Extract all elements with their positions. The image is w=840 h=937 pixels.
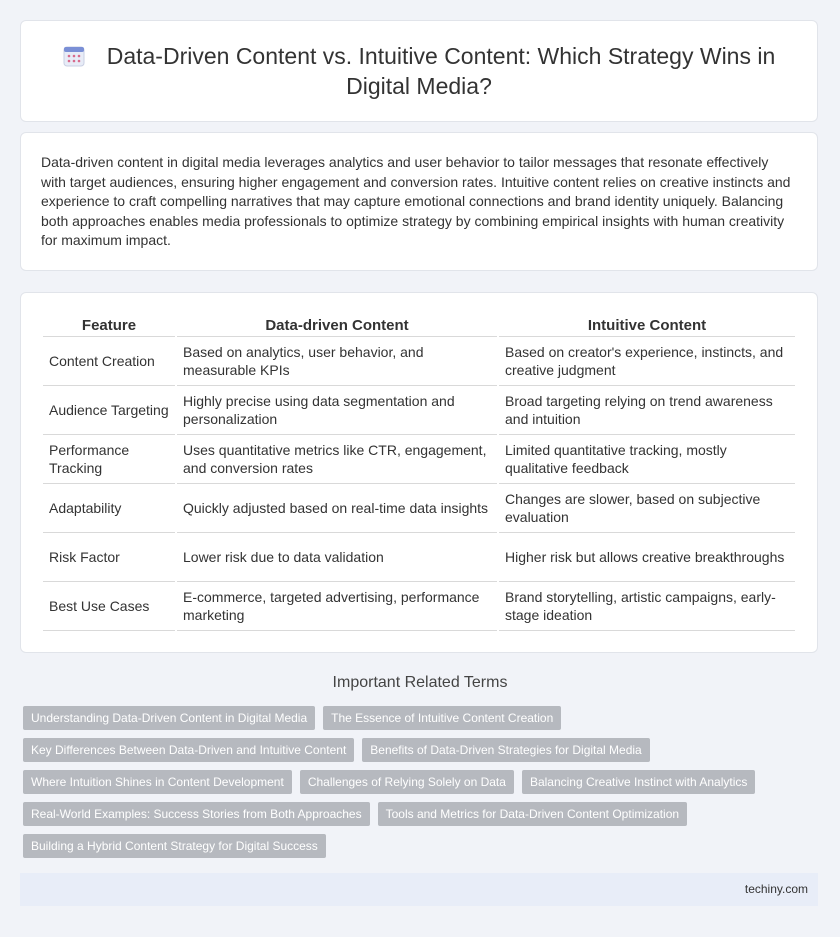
related-terms-title: Important Related Terms [332,674,508,691]
title-card [20,20,818,122]
table-cell-data-driven: Quickly adjusted based on real-time data insights [177,484,497,533]
related-terms-list [23,706,783,858]
footer-site-link[interactable]: techiny.com [744,882,808,896]
page-title-wrap [61,41,777,101]
table-cell-data-driven: Lower risk due to data validation [177,533,497,582]
table-row [43,582,795,631]
related-term-tag[interactable]: Balancing Creative Instinct with Analytics [522,770,755,794]
intro-card [20,132,818,271]
calendar-icon [63,45,85,67]
table-row [43,484,795,533]
table-cell-feature: Risk Factor [43,533,175,582]
table-cell-intuitive: Based on creator's experience, instincts, and creative judgment [499,337,795,386]
related-term-tag[interactable]: Where Intuition Shines in Content Development [23,770,292,794]
table-cell-intuitive: Changes are slower, based on subjective evaluation [499,484,795,533]
related-term-tag[interactable]: Benefits of Data-Driven Strategies for Digital Media [362,738,649,762]
table-cell-data-driven: Based on analytics, user behavior, and measurable KPIs [177,337,497,386]
table-header-row [43,311,795,337]
column-header-data-driven: Data-driven Content [177,311,497,337]
related-term-tag[interactable]: Key Differences Between Data-Driven and Intuitive Content [23,738,354,762]
table-cell-feature: Performance Tracking [43,435,175,484]
table-row [43,435,795,484]
related-term-tag[interactable]: Challenges of Relying Solely on Data [300,770,514,794]
related-term-tag[interactable]: Understanding Data-Driven Content in Digital Media [23,706,315,730]
table-cell-intuitive: Limited quantitative tracking, mostly qualitative feedback [499,435,795,484]
table-row [43,337,795,386]
footer [20,873,818,906]
table-cell-data-driven: Highly precise using data segmentation and personalization [177,386,497,435]
related-term-tag[interactable]: The Essence of Intuitive Content Creation [323,706,561,730]
comparison-card [20,292,818,653]
table-cell-data-driven: E-commerce, targeted advertising, performance marketing [177,582,497,631]
table-cell-intuitive: Higher risk but allows creative breakthroughs [499,533,795,582]
table-cell-feature: Best Use Cases [43,582,175,631]
related-term-tag[interactable]: Real-World Examples: Success Stories from Both Approaches [23,802,370,826]
table-cell-intuitive: Broad targeting relying on trend awareness and intuition [499,386,795,435]
table-cell-feature: Content Creation [43,337,175,386]
intro-text: Data-driven content in digital media leverages analytics and user behavior to tailor messages that resonate effectively with target audiences, ensuring higher engagement and conversion rates. Intuitive content relies on creative instincts and experience to craft compelling narratives that may capture emotional connections and brand identity uniquely. Balancing both approaches enables media professionals to optimize strategy by combining empirical insights with human creativity for maximum impact. [41,154,791,248]
comparison-table [41,311,797,631]
table-cell-feature: Audience Targeting [43,386,175,435]
column-header-intuitive: Intuitive Content [499,311,795,337]
table-row [43,533,795,582]
table-cell-data-driven: Uses quantitative metrics like CTR, engagement, and conversion rates [177,435,497,484]
column-header-feature: Feature [43,311,175,337]
page-title: Data-Driven Content vs. Intuitive Content: Which Strategy Wins in Digital Media? [106,43,776,99]
related-term-tag[interactable]: Building a Hybrid Content Strategy for Digital Success [23,834,326,858]
table-cell-feature: Adaptability [43,484,175,533]
related-term-tag[interactable]: Tools and Metrics for Data-Driven Content Optimization [378,802,687,826]
table-row [43,386,795,435]
table-cell-intuitive: Brand storytelling, artistic campaigns, early-stage ideation [499,582,795,631]
